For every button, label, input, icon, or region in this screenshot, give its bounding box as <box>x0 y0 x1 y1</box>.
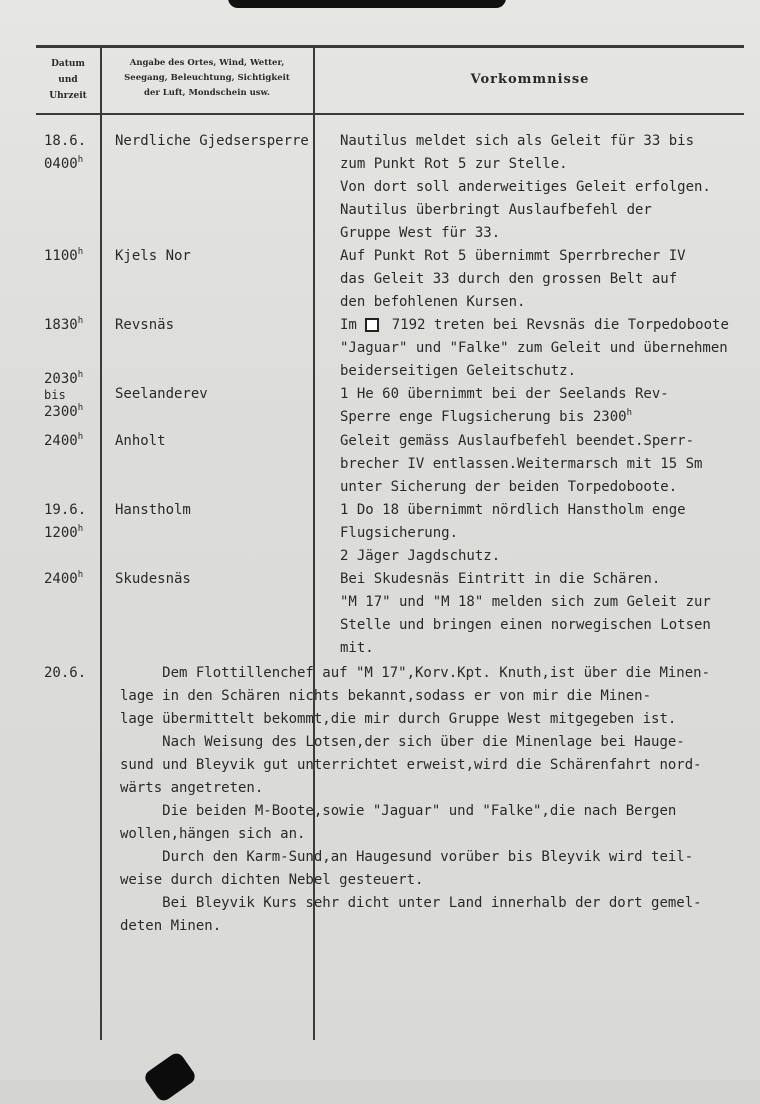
header-date-line: Uhrzeit <box>49 91 87 101</box>
entry-date-text: 2300 <box>44 404 78 420</box>
header-place-column <box>104 56 310 101</box>
entry-event-line <box>340 499 686 522</box>
header-date-line: Datum <box>51 59 85 69</box>
event-text: Stelle und bringen einen norwegischen Lotsen <box>340 617 711 633</box>
entry-date-text: 18.6. <box>44 133 87 149</box>
event-text: 1 He 60 übernimmt bei der Seelands Rev- <box>340 386 669 402</box>
entry-event-line <box>340 245 686 268</box>
header-events-column: Vorkommnisse <box>470 72 590 87</box>
narrative-line: sund und Bleyvik gut unterrichtet erweist,wird die Schärenfahrt nord- <box>120 757 702 773</box>
narrative-line: wärts angetreten. <box>120 780 264 796</box>
entry-event-line <box>340 383 669 406</box>
entry-date <box>44 245 100 268</box>
event-text: Nautilus überbringt Auslaufbefehl der <box>340 202 652 218</box>
hour-mark: h <box>77 155 84 165</box>
entry-date-text: 0400 <box>44 156 78 172</box>
entry-date-text: 19.6. <box>44 502 87 518</box>
entry-date <box>44 130 100 153</box>
narrative-line: Die beiden M-Boote,sowie "Jaguar" und "Falke",die nach Bergen <box>120 803 677 819</box>
narrative-line: lage in den Schären nichts bekannt,sodass er von mir die Minen- <box>120 688 652 704</box>
entry-place: Skudesnäs <box>115 571 191 587</box>
event-text: Nautilus meldet sich als Geleit für 33 bis <box>340 133 695 149</box>
binder-clip-top <box>228 0 506 8</box>
event-prefix: Im <box>340 317 357 333</box>
entry-date-text: 2400 <box>44 433 78 449</box>
entry-place: Seelanderev <box>115 386 208 402</box>
event-text: "M 17" und "M 18" melden sich zum Geleit zur <box>340 594 711 610</box>
entry-date-text: 1100 <box>44 248 78 264</box>
event-text: 2 Jäger Jagdschutz. <box>340 548 501 564</box>
entry-date <box>44 404 100 420</box>
event-text: brecher IV entlassen.Weitermarsch mit 15 Sm <box>340 456 703 472</box>
event-text: Gruppe West für 33. <box>340 225 501 241</box>
table-header-rule <box>36 113 744 115</box>
entry-date-text: 2030 <box>44 371 78 387</box>
entry-event-line <box>340 430 694 453</box>
entry-event-line <box>340 360 576 383</box>
hour-mark: h <box>77 524 84 534</box>
event-text: mit. <box>340 640 374 656</box>
entry-place: Kjels Nor <box>115 248 191 264</box>
event-text: Von dort soll anderweitiges Geleit erfolgen. <box>340 179 711 195</box>
event-text: "Jaguar" und "Falke" zum Geleit und übernehmen <box>340 340 728 356</box>
narrative-line: deten Minen. <box>120 918 222 934</box>
entry-event-line <box>340 591 711 614</box>
entry-date <box>44 371 100 387</box>
entry-event-line <box>340 568 660 591</box>
hour-mark: h <box>77 570 84 580</box>
header-date-line: und <box>58 75 78 85</box>
narrative-line: weise durch dichten Nebel gesteuert. <box>120 872 424 888</box>
entry-event-line <box>340 222 500 245</box>
event-text: zum Punkt Rot 5 zur Stelle. <box>340 156 568 172</box>
hour-mark: h <box>77 432 84 442</box>
event-text: das Geleit 33 durch den grossen Belt auf <box>340 271 678 287</box>
entry-date-text: 2400 <box>44 571 78 587</box>
entry-event-line <box>340 522 458 545</box>
entry-event-line <box>340 476 677 499</box>
event-rest: 7192 treten bei Revsnäs die Torpedoboote <box>383 317 729 333</box>
hour-mark: h <box>77 370 84 380</box>
header-place-line: Angabe des Ortes, Wind, Wetter, <box>129 58 285 68</box>
narrative-line: lage übermittelt bekommt,die mir durch Gruppe West mitgegeben ist. <box>120 711 677 727</box>
entry-event-line <box>340 614 711 637</box>
entry-event-line <box>340 153 568 176</box>
entry-place: Nerdliche Gjedsersperre <box>115 133 309 149</box>
narrative-line: Durch den Karm-Sund,an Haugesund vorüber bis Bleyvik wird teil- <box>120 849 694 865</box>
entry-date <box>44 522 100 545</box>
event-text: Sperre enge Flugsicherung bis 2300 <box>340 409 627 425</box>
entry-event-line <box>340 453 702 476</box>
entry-event-line <box>340 130 694 153</box>
entry-event-line <box>340 314 729 337</box>
header-place-line: der Luft, Mondschein usw. <box>144 88 270 98</box>
event-text: Flugsicherung. <box>340 525 459 541</box>
entry-date-text: 1830 <box>44 317 78 333</box>
event-text: Auf Punkt Rot 5 übernimmt Sperrbrecher IV <box>340 248 686 264</box>
hour-mark: h <box>626 408 632 418</box>
entry-date <box>44 568 100 591</box>
entry-event-line <box>340 291 525 314</box>
entry-event-line <box>340 199 652 222</box>
entry-event-line <box>340 545 500 568</box>
table-top-rule <box>36 45 744 48</box>
hour-mark: h <box>77 247 84 257</box>
header-place-line: Seegang, Beleuchtung, Sichtigkeit <box>124 73 290 83</box>
event-text: Geleit gemäss Auslaufbefehl beendet.Sperr- <box>340 433 695 449</box>
narrative-line: Dem Flottillenchef auf "M 17",Korv.Kpt. Knuth,ist über die Minen- <box>120 665 711 681</box>
entry-place: Anholt <box>115 433 166 449</box>
entry-place: Revsnäs <box>115 317 175 333</box>
entry-date <box>44 430 100 453</box>
event-text: 1 Do 18 übernimmt nördlich Hanstholm enge <box>340 502 686 518</box>
narrative-line: wollen,hängen sich an. <box>120 826 306 842</box>
entry-date <box>44 314 100 337</box>
entry-event-line <box>340 337 728 360</box>
entry-date: 20.6. <box>44 665 87 681</box>
hour-mark: h <box>77 403 84 413</box>
entry-date-text: bis <box>44 388 66 402</box>
grid-square-icon <box>365 318 379 332</box>
header-date-column <box>36 56 100 104</box>
hour-mark: h <box>77 316 84 326</box>
narrative-line: Bei Bleyvik Kurs sehr dicht unter Land innerhalb der dort gemel- <box>120 895 702 911</box>
event-text: Bei Skudesnäs Eintritt in die Schären. <box>340 571 661 587</box>
event-text: unter Sicherung der beiden Torpedoboote. <box>340 479 678 495</box>
entry-event-line <box>340 637 374 660</box>
entry-date-text: 1200 <box>44 525 78 541</box>
entry-place: Hanstholm <box>115 502 191 518</box>
event-text: beiderseitigen Geleitschutz. <box>340 363 577 379</box>
entry-date <box>44 153 100 176</box>
entry-date <box>44 387 100 403</box>
event-text: den befohlenen Kursen. <box>340 294 526 310</box>
column-divider-date <box>100 45 102 1040</box>
narrative-line: Nach Weisung des Lotsen,der sich über die Minenlage bei Hauge- <box>120 734 685 750</box>
entry-event-line <box>340 406 632 429</box>
entry-date <box>44 499 100 522</box>
entry-event-line <box>340 268 677 291</box>
entry-event-line <box>340 176 711 199</box>
